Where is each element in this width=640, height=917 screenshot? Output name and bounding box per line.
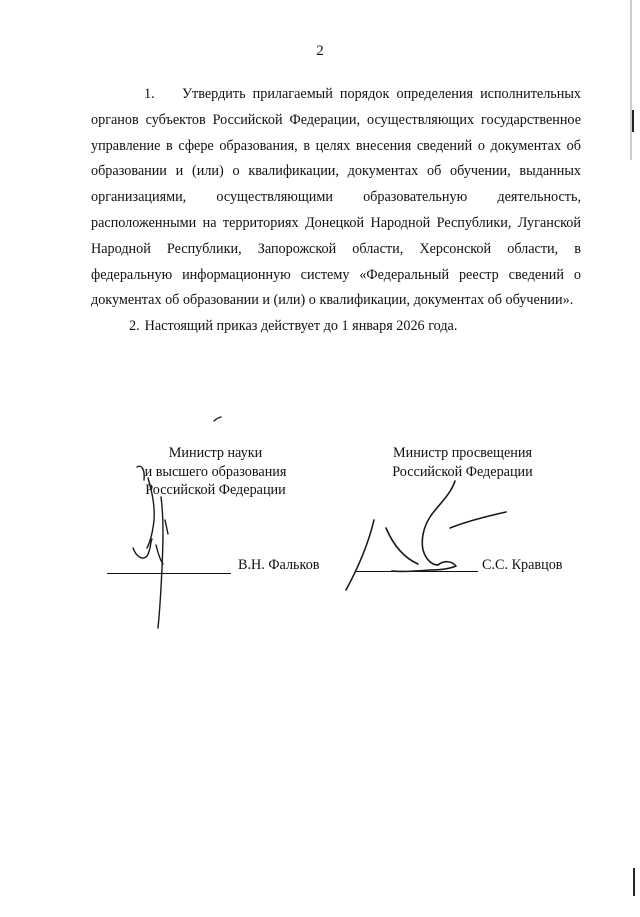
paragraph-2 [91, 314, 581, 340]
left-title-line: Министр науки [168, 445, 263, 461]
left-title-line: и высшего образования [144, 463, 287, 480]
paragraph-2-text: Настоящий приказ действует до 1 января 2026 года. [144, 318, 458, 335]
paragraph-2-number: 2. [129, 318, 140, 335]
right-title-line: Министр просвещения [393, 445, 532, 461]
right-signatory-title [365, 444, 560, 481]
scan-edge-mark [632, 110, 634, 132]
right-signatory-name: С.С. Кравцов [482, 557, 563, 573]
paragraph-1 [91, 82, 581, 314]
scan-edge-mark [630, 0, 632, 160]
right-title-line: Российской Федерации [392, 463, 533, 480]
paragraph-1-text: Утвердить прилагаемый порядок определения исполнительных органов субъектов Российской Федерации, осуществляющих государственное управление в сфере образования, в целях внесения сведений о документах об образовании и (или) о квалификации, документах об обучении, выданных организациями, осуществляющими образовательную деятельность, расположенными на территориях Донецкой Народной Республики, Луганской Народной Республики, Запорожской области, Херсонской области, в федеральную информационную систему «Федеральный реестр сведений о документах об образовании и (или) о квалификации, документах об обучении». [91, 86, 581, 309]
page-number: 2 [316, 43, 324, 59]
scan-edge-mark [633, 868, 635, 896]
left-title-line: Российской Федерации [145, 482, 286, 498]
left-signatory-name: В.Н. Фальков [238, 557, 320, 573]
right-signature-line [356, 571, 478, 572]
document-body [91, 82, 581, 340]
paragraph-1-number: 1. [144, 86, 155, 102]
left-signatory-title [118, 444, 313, 500]
left-signature-line [107, 573, 231, 574]
